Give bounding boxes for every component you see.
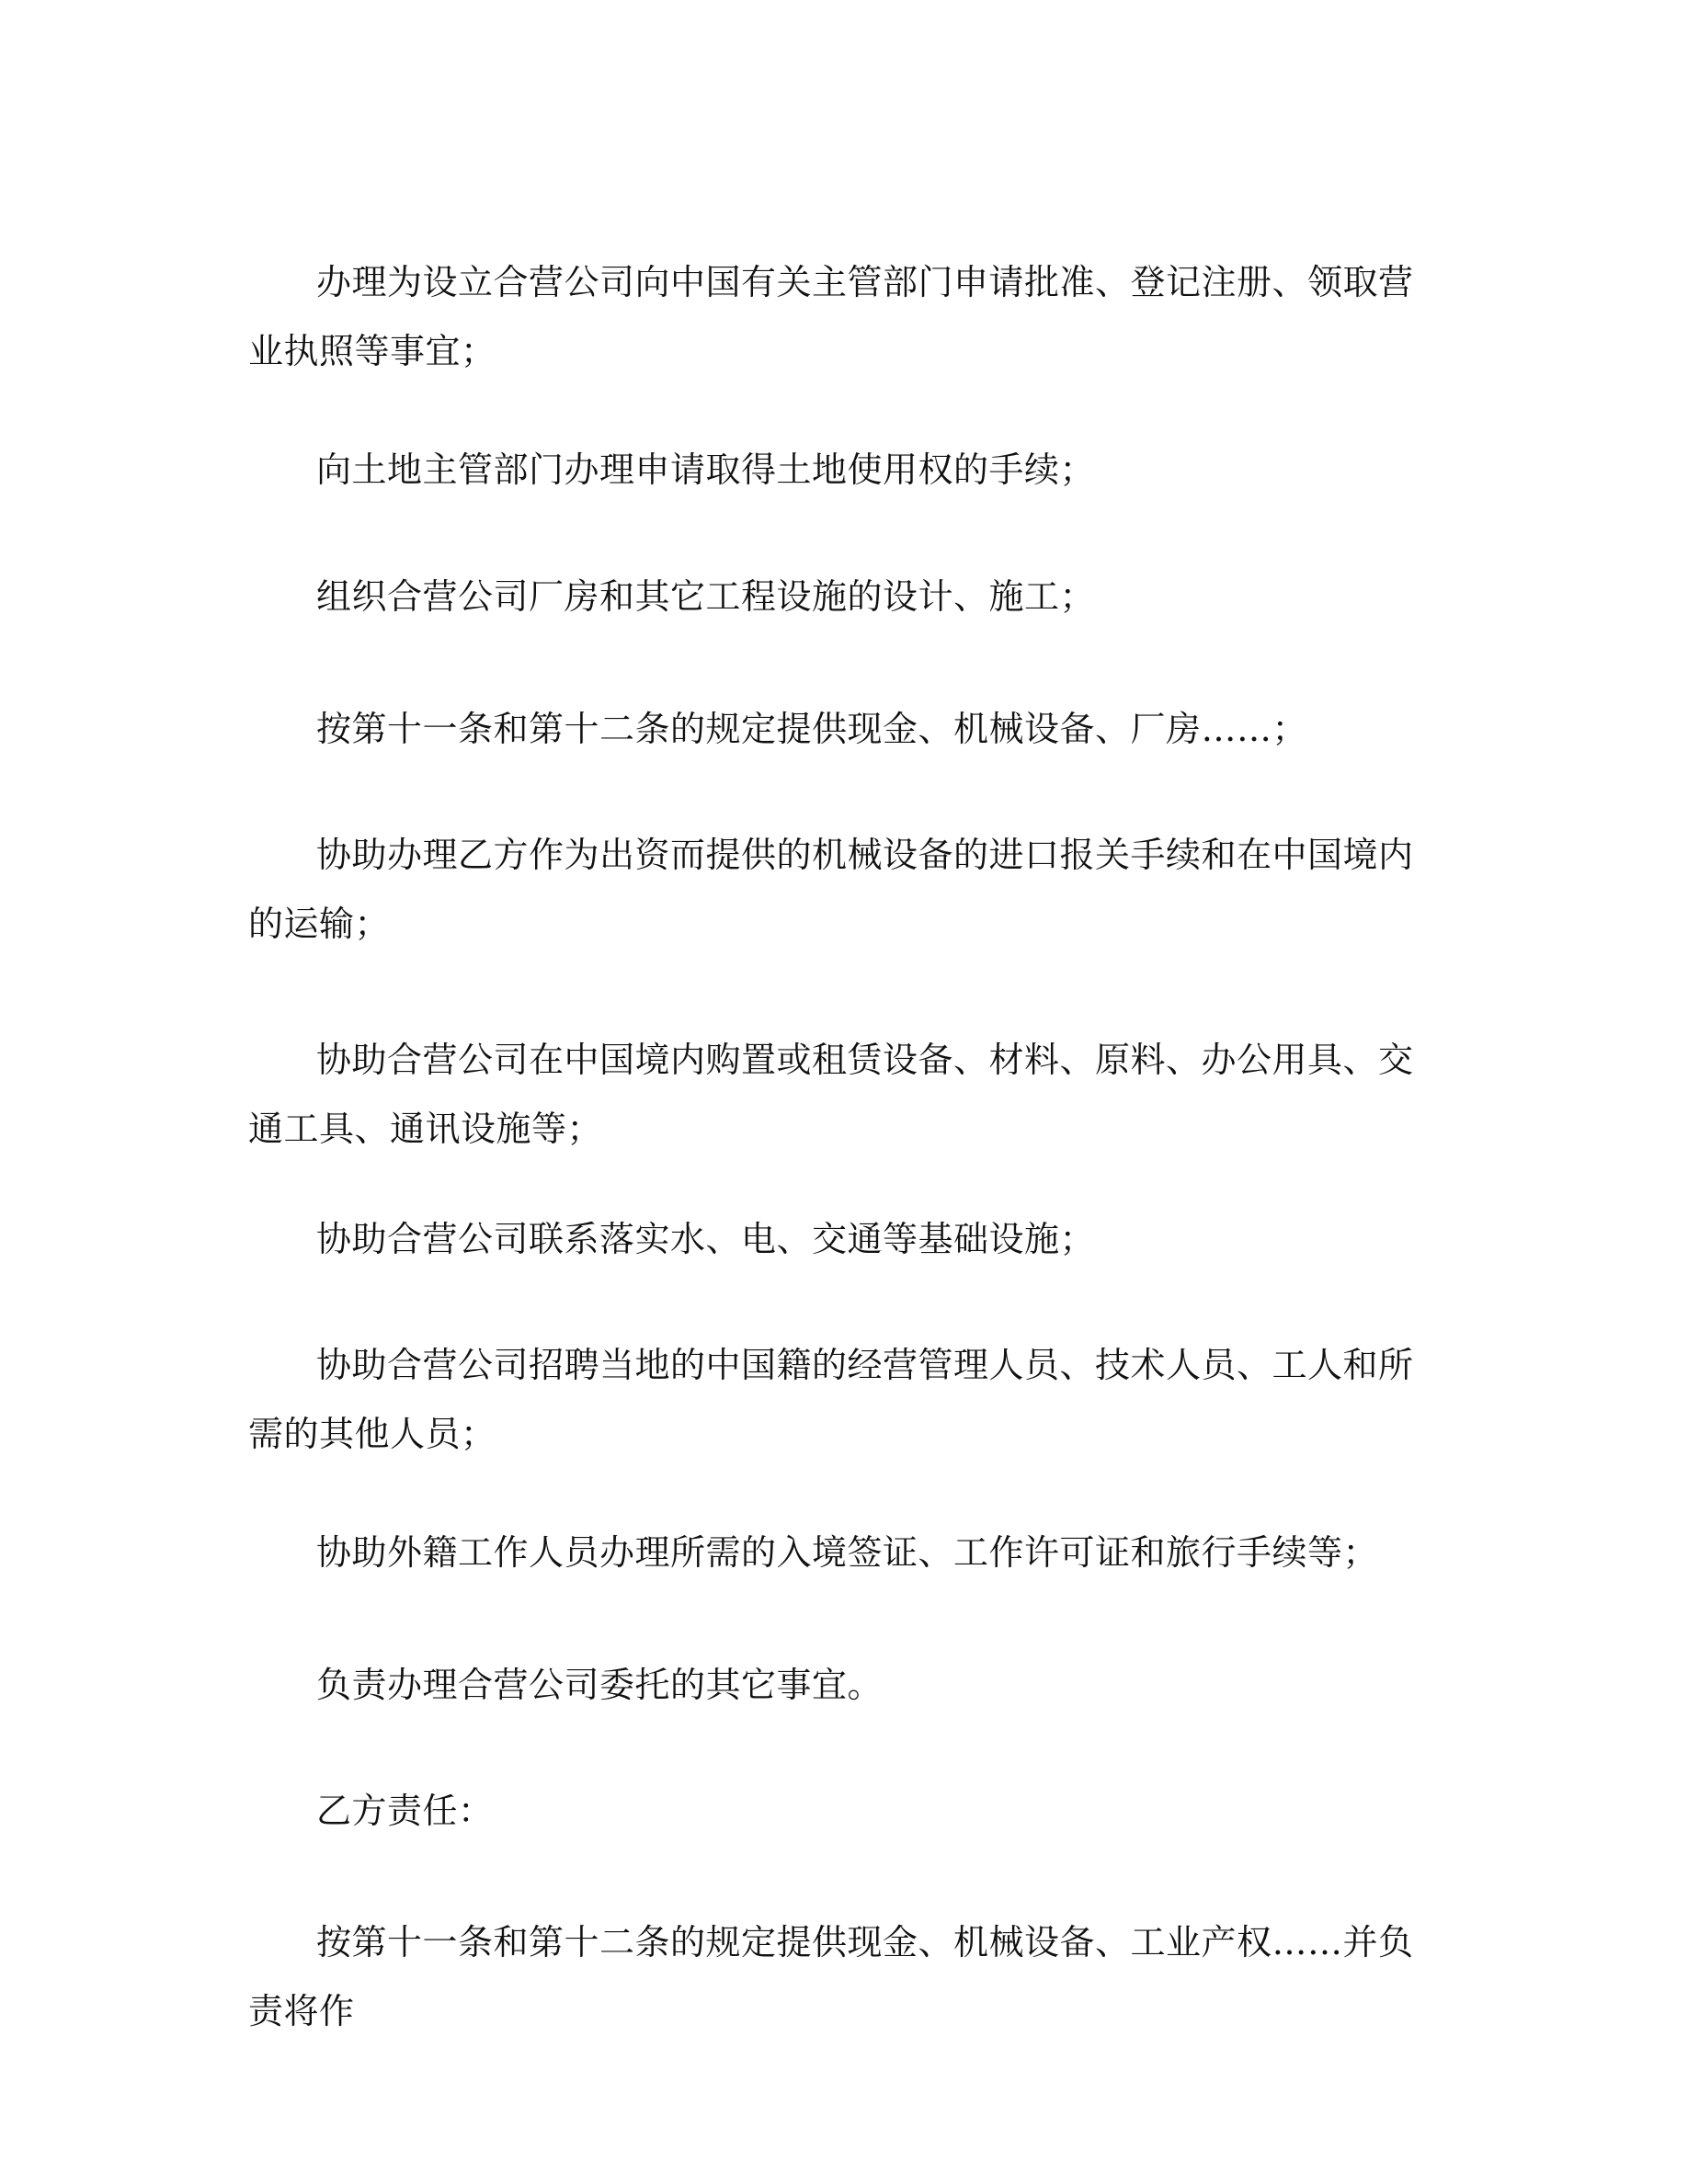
paragraph-land-use: 向土地主管部门办理申请取得土地使用权的手续； — [316, 449, 1096, 490]
paragraph-party-a-contribution: 按第十一条和第十二条的规定提供现金、机械设备、厂房……； — [316, 709, 1308, 749]
paragraph-visa: 协助外籍工作人员办理所需的入境签证、工作许可证和旅行手续等； — [316, 1532, 1379, 1573]
paragraph-import-customs: 协助办理乙方作为出资而提供的机械设备的进口报关手续和在中国境内的运输； — [248, 835, 1414, 944]
paragraph-recruitment: 协助合营公司招聘当地的中国籍的经营管理人员、技术人员、工人和所需的其他人员； — [248, 1345, 1414, 1454]
paragraph-registration: 办理为设立合营公司向中国有关主管部门申请批准、登记注册、领取营业执照等事宜； — [248, 262, 1414, 371]
paragraph-infrastructure: 协助合营公司联系落实水、电、交通等基础设施； — [316, 1219, 1096, 1259]
paragraph-procurement: 协助合营公司在中国境内购置或租赁设备、材料、原料、办公用具、交通工具、通讯设施等； — [248, 1040, 1414, 1149]
paragraph-other-matters: 负责办理合营公司委托的其它事宜。 — [316, 1665, 884, 1705]
heading-party-b-responsibilities: 乙方责任： — [316, 1791, 494, 1831]
paragraph-party-b-contribution: 按第十一条和第十二条的规定提供现金、机械设备、工业产权……并负责将作 — [248, 1922, 1414, 2031]
paragraph-construction: 组织合营公司厂房和其它工程设施的设计、施工； — [316, 576, 1096, 617]
